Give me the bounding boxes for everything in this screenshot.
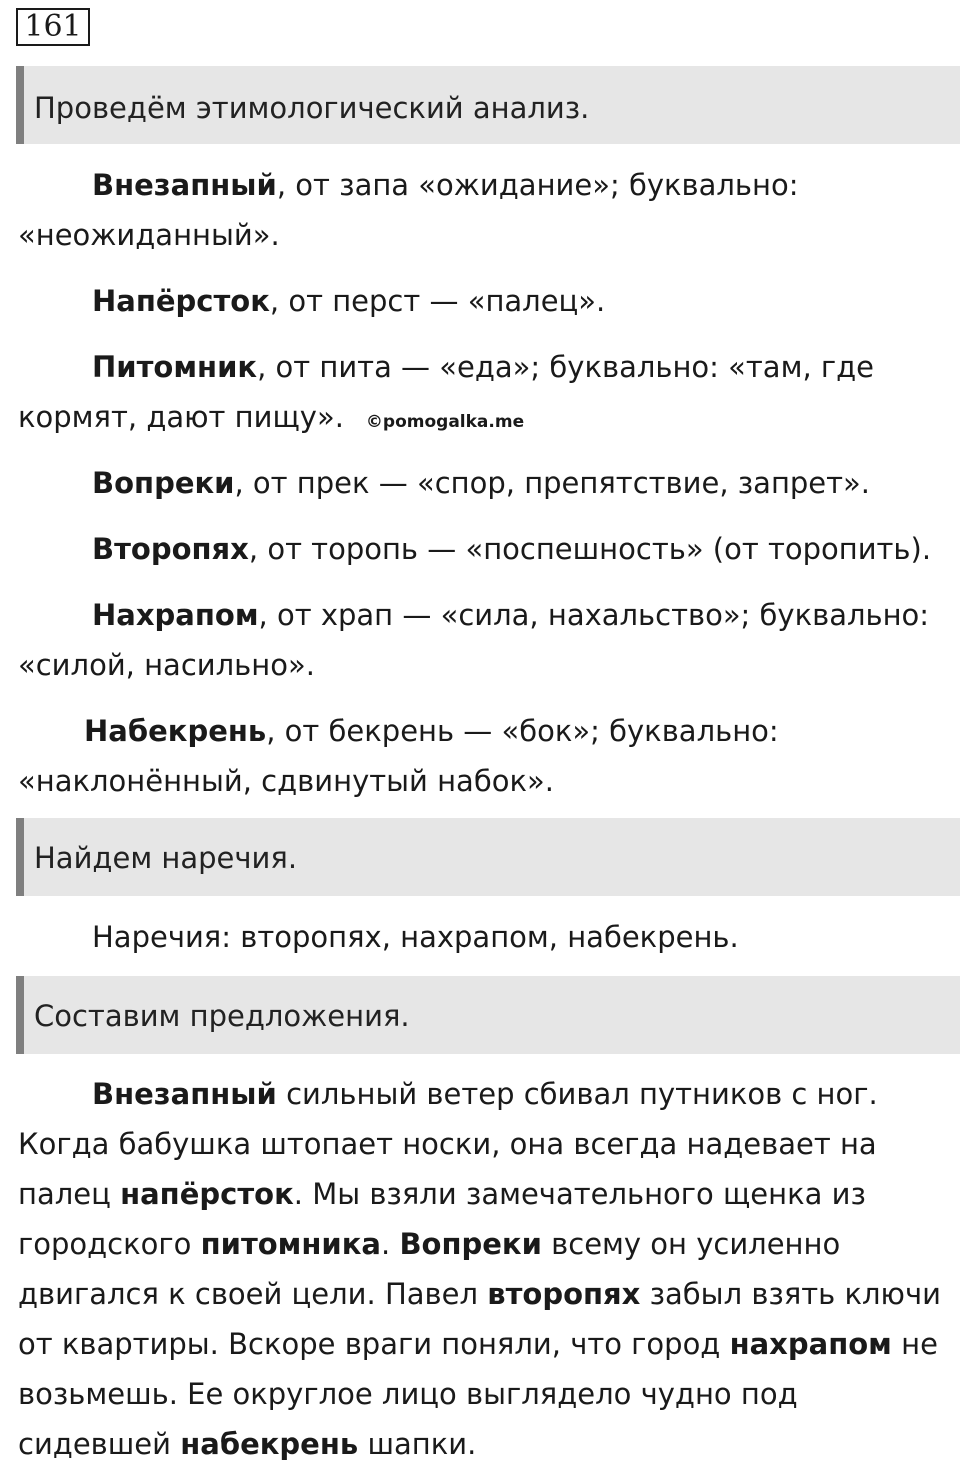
etymology-word: Питомник	[92, 350, 258, 384]
etymology-word: Второпях	[92, 532, 249, 566]
etymology-item-6	[18, 590, 948, 690]
keyword: набекрень	[180, 1427, 359, 1461]
etymology-explanation: , от прек — «спор, препятствие, запрет».	[234, 466, 871, 500]
sentences-paragraph	[18, 1069, 948, 1469]
sentences-heading-text: Составим предложения.	[34, 999, 410, 1033]
etymology-word: Нахрапом	[92, 598, 259, 632]
etymology-item-1	[18, 160, 948, 260]
etymology-word: Набекрень	[84, 714, 267, 748]
sentence-text: не возьмешь. Ее округлое лицо выглядело чудно под сидевшей	[18, 1327, 938, 1461]
etymology-explanation: , от пита — «еда»; буквально: «там, где кормят, дают пищу».	[18, 350, 875, 434]
etymology-explanation: , от бекрень — «бок»; буквально: «наклонённый, сдвинутый набок».	[18, 714, 779, 798]
watermark: ©pomogalka.me	[365, 412, 525, 432]
etymology-item-4	[18, 458, 948, 508]
sentence-text: сильный ветер сбивал путников с ног. Когда бабушка штопает носки, она всегда надевает на палец	[18, 1077, 878, 1211]
etymology-item-7	[18, 706, 948, 806]
adverbs-line	[18, 912, 948, 962]
etymology-word: Напёрсток	[92, 284, 270, 318]
etymology-explanation: , от торопь — «поспешность» (от торопить).	[248, 532, 932, 566]
task-number: 161	[16, 8, 90, 46]
etymology-item-5	[18, 524, 948, 574]
section-adverbs-heading	[16, 818, 960, 896]
sentence-text: .	[381, 1227, 400, 1261]
etymology-word: Внезапный	[92, 168, 277, 202]
sentence-text: шапки.	[358, 1427, 477, 1461]
etymology-explanation: , от храп — «сила, нахальство»; буквально: «силой, насильно».	[18, 598, 930, 682]
adverbs-text: Наречия: второпях, нахрапом, набекрень.	[92, 920, 739, 954]
etymology-heading-text: Проведём этимологический анализ.	[34, 91, 590, 125]
etymology-explanation: , от запа «ожидание»; буквально: «неожиданный».	[18, 168, 799, 252]
adverbs-heading-text: Найдем наречия.	[34, 841, 298, 875]
keyword: питомника	[200, 1227, 381, 1261]
section-sentences-heading	[16, 976, 960, 1054]
keyword: Вопреки	[399, 1227, 542, 1261]
etymology-explanation: , от перст — «палец».	[269, 284, 606, 318]
etymology-item-2	[18, 276, 948, 326]
etymology-item-3	[18, 342, 948, 447]
section-etymology-heading	[16, 66, 960, 144]
sentence-text: забыл взять ключи от квартиры. Вскоре враги поняли, что город	[18, 1277, 941, 1361]
keyword: второпях	[487, 1277, 641, 1311]
etymology-word: Вопреки	[92, 466, 235, 500]
keyword: напёрсток	[120, 1177, 294, 1211]
keyword: нахрапом	[729, 1327, 892, 1361]
sentence-text: . Мы взяли замечательного щенка из городского	[18, 1177, 866, 1261]
sentence-text: всему он усиленно двигался к своей цели. Павел	[18, 1227, 841, 1311]
keyword: Внезапный	[92, 1077, 277, 1111]
